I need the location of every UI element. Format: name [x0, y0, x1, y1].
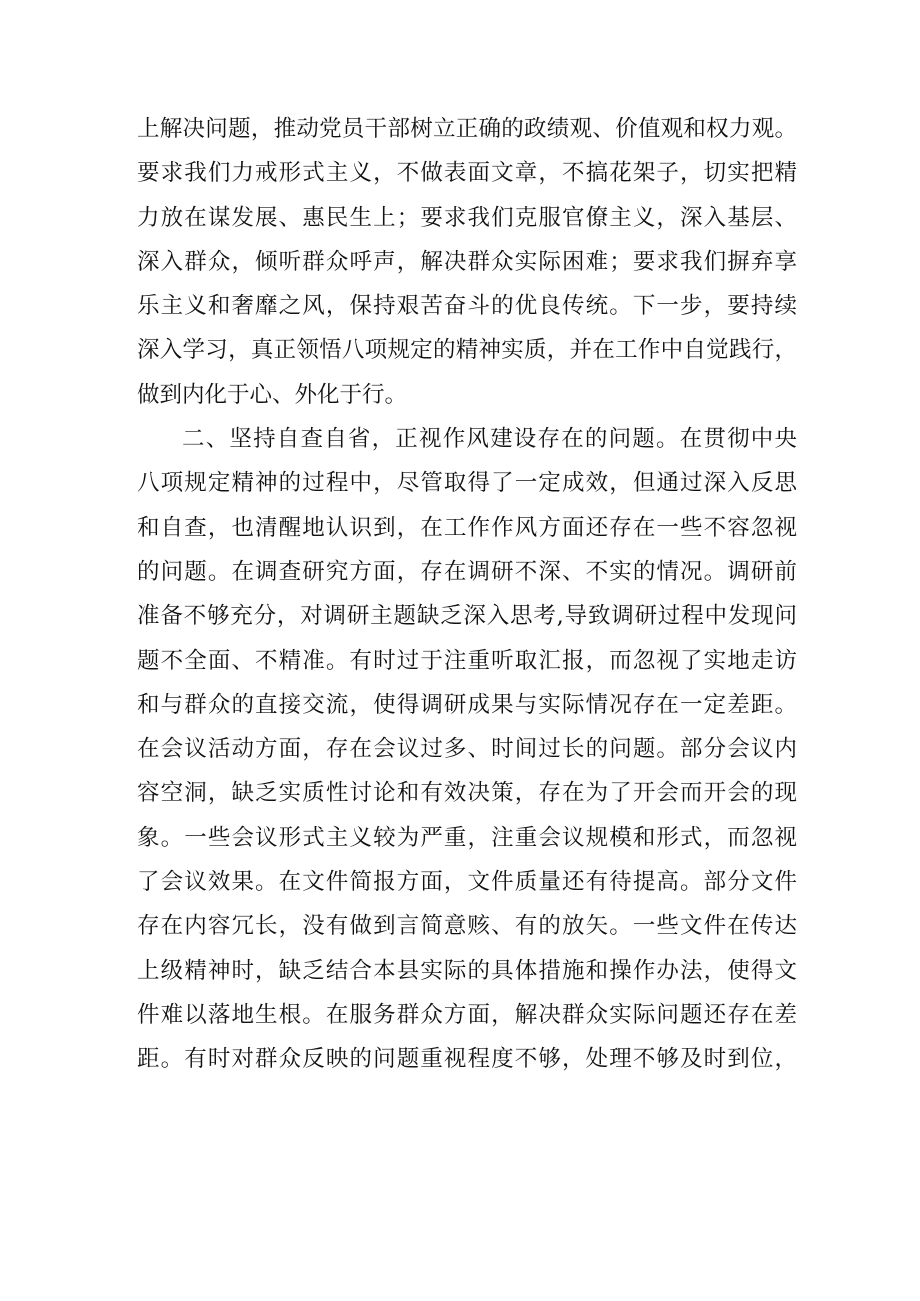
- text-line: 要求我们力戒形式主义，不做表面文章，不搞花架子，切实把精: [137, 160, 797, 187]
- text-line: 力放在谋发展、惠民生上；要求我们克服官僚主义，深入基层、: [137, 204, 797, 231]
- paragraph-1: [137, 107, 797, 417]
- text-line: 容空洞，缺乏实质性讨论和有效决策，存在为了开会而开会的现: [137, 780, 797, 807]
- text-line: 了会议效果。在文件简报方面，文件质量还有待提高。部分文件: [137, 869, 797, 896]
- text-line: 距。有时对群众反映的问题重视程度不够，处理不够及时到位，: [137, 1046, 797, 1073]
- text-line: 象。一些会议形式主义较为严重，注重会议规模和形式，而忽视: [137, 824, 797, 851]
- document-body: [137, 107, 797, 1082]
- text-line: 的问题。在调查研究方面，存在调研不深、不实的情况。调研前: [137, 558, 797, 585]
- text-line: 做到内化于心、外化于行。: [137, 381, 408, 408]
- text-line: 题不全面、不精准。有时过于注重听取汇报，而忽视了实地走访: [137, 647, 797, 674]
- text-line: 和自查，也清醒地认识到，在工作作风方面还存在一些不容忽视: [137, 514, 797, 541]
- paragraph-2: [137, 417, 797, 1081]
- text-line: 在会议活动方面，存在会议过多、时间过长的问题。部分会议内: [137, 736, 797, 763]
- text-line: 准备不够充分，对调研主题缺乏深入思考,导致调研过程中发现问: [137, 603, 797, 630]
- text-line: 深入学习，真正领悟八项规定的精神实质，并在工作中自觉践行，: [137, 337, 797, 364]
- text-line: 和与群众的直接交流，使得调研成果与实际情况存在一定差距。: [137, 691, 797, 718]
- text-line: 八项规定精神的过程中，尽管取得了一定成效，但通过深入反思: [137, 470, 797, 497]
- text-line: 上解决问题，推动党员干部树立正确的政绩观、价值观和权力观。: [137, 116, 797, 142]
- text-line: 乐主义和奢靡之风，保持艰苦奋斗的优良传统。下一步，要持续: [137, 293, 797, 320]
- section-heading-line: 二、坚持自查自省，正视作风建设存在的问题。在贯彻中央: [182, 426, 797, 453]
- text-line: 件难以落地生根。在服务群众方面，解决群众实际问题还存在差: [137, 1001, 797, 1028]
- text-line: 存在内容冗长，没有做到言简意赅、有的放矢。一些文件在传达: [137, 913, 797, 940]
- text-line: 上级精神时，缺乏结合本县实际的具体措施和操作办法，使得文: [137, 957, 797, 984]
- text-line: 深入群众，倾听群众呼声，解决群众实际困难；要求我们摒弃享: [137, 248, 797, 275]
